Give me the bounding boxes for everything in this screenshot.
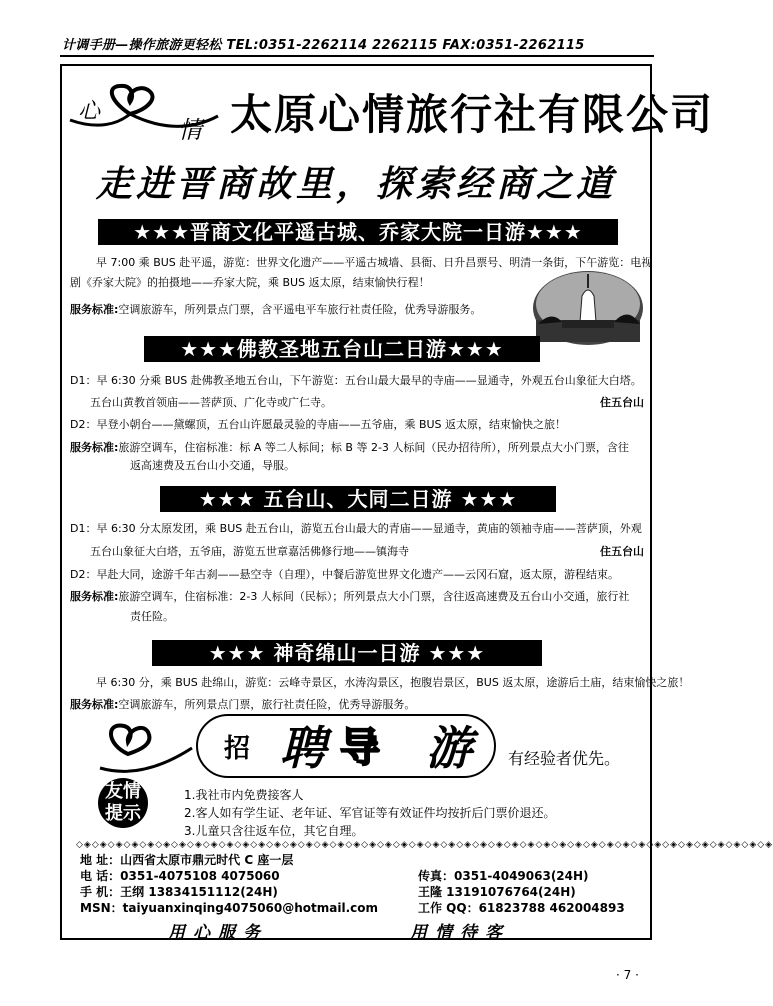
contact-address: 地 址：山西省太原市鼎元时代 C 座一层 — [80, 853, 294, 867]
tour3-standard — [70, 588, 629, 606]
tour4-standard — [70, 696, 415, 714]
logo-char-qing: 情 — [178, 116, 202, 144]
recruit-char-you: 游 — [426, 721, 472, 775]
tour3-standard-cont: 责任险。 — [130, 610, 174, 623]
tour2-banner: ★★★佛教圣地五台山二日游★★★ — [144, 336, 540, 362]
page-number: · 7 · — [616, 968, 639, 982]
notice-badge: 友情提示 — [98, 778, 148, 828]
motto-left: 用心服务 — [168, 923, 268, 943]
std-label: 服务标准: — [70, 441, 119, 454]
tour3-banner: ★★★ 五台山、大同二日游 ★★★ — [160, 486, 556, 512]
slogan: 走进晋商故里，探索经商之道 — [96, 163, 617, 205]
contact-qq: 工作 QQ：61823788 462004893 — [418, 901, 625, 915]
contact-mobile2: 王隆 13191076764(24H) — [418, 885, 576, 899]
std-text: 空调旅游车，所列景点门票，含平遥电平车旅行社责任险，优秀导游服务。 — [118, 303, 482, 316]
tour3-stay: 住五台山 — [600, 545, 644, 558]
notice-item: 1.我社市内免费接客人 — [184, 788, 304, 802]
heart-logo-icon — [68, 80, 228, 142]
tour2-line3: D2：早登小朝台——黛螺顶，五台山许愿最灵验的寺庙——五爷庙，乘 BUS 返太原，结束愉快之旅！ — [70, 418, 567, 431]
page-header: 计调手册—操作旅游更轻松 TEL:0351-2262114 2262115 FAX:0351-2262115 — [62, 38, 585, 53]
tour2-standard-cont: 返高速费及五台山小交通，导服。 — [130, 459, 295, 472]
contact-phone: 电 话：0351-4075108 4075060 — [80, 869, 280, 883]
std-label: 服务标准: — [70, 303, 119, 316]
dotted-divider: ◇◈◇◈◇◈◇◈◇◈◇◈◇◈◇◈◇◈◇◈◇◈◇◈◇◈◇◈◇◈◇◈◇◈◇◈◇◈◇◈◇◈◇◈◇◈◇◈◇◈◇◈◇◈◇◈◇◈◇◈◇◈◇◈◇◈◇◈◇◈◇◈◇◈◇◈◇◈◇◈◇◈◇◈◇◈◇◈ — [76, 840, 773, 850]
std-text: 空调旅游车，所列景点门票，旅行社责任险，优秀导游服务。 — [118, 698, 416, 711]
std-text: 旅游空调车，住宿标准：2-3 人标间（民标）；所列景点大小门票，含往返高速费及五台山小交通，旅行社 — [118, 590, 630, 603]
heart-swirl-icon — [98, 718, 194, 778]
tour2-line2: 五台山黄教首领庙——菩萨顶、广化寺或广仁寺。 — [90, 396, 332, 409]
contact-msn: MSN：taiyuanxinqing4075060@hotmail.com — [80, 901, 379, 915]
company-name: 太原心情旅行社有限公司 — [230, 90, 715, 139]
tour2-stay: 住五台山 — [600, 396, 644, 409]
temple-photo — [532, 270, 644, 346]
tour2-standard — [70, 439, 629, 457]
notice-item: 2.客人如有学生证、老年证、军官证等有效证件均按折后门票价退还。 — [184, 806, 556, 820]
tour3-line2: 五台山象征大白塔，五爷庙，游览五世章嘉活佛修行地——镇海寺 — [90, 545, 409, 558]
recruit-char-pin: 聘 — [280, 721, 326, 775]
std-label: 服务标准: — [70, 698, 119, 711]
std-label: 服务标准: — [70, 590, 119, 603]
tour2-line1: D1：早 6:30 分乘 BUS 赴佛教圣地五台山，下午游览：五台山最大最早的寺庙——显通寺，外观五台山象征大白塔。 — [70, 374, 642, 387]
recruit-note: 有经验者优先。 — [508, 749, 621, 768]
motto-right: 用情待客 — [410, 923, 510, 943]
tour4-line1: 早 6:30 分，乘 BUS 赴绵山，游览：云峰寺景区，水涛沟景区，抱腹岩景区，BUS 返太原，途游后土庙，结束愉快之旅！ — [96, 676, 690, 689]
recruit-char-zhao: 招 — [224, 734, 251, 764]
tour1-banner: ★★★晋商文化平遥古城、乔家大院一日游★★★ — [98, 219, 618, 245]
header-rule — [60, 55, 654, 57]
tour1-line2: 剧《乔家大院》的拍摄地——乔家大院，乘 BUS 返太原，结束愉快行程！ — [70, 276, 430, 289]
tour1-line1: 早 7:00 乘 BUS 赴平遥，游览：世界文化遗产——平遥古城墙、县衙、日升昌票号、明清一条街，下午游览：电视 — [96, 256, 653, 269]
contact-mobile: 手 机：王纲 13834151112(24H) — [80, 885, 278, 899]
logo-char-xin: 心 — [78, 99, 101, 124]
tour1-standard — [70, 301, 481, 319]
tour4-banner: ★★★ 神奇绵山一日游 ★★★ — [152, 640, 542, 666]
tour3-line1: D1：早 6:30 分太原发团，乘 BUS 赴五台山，游览五台山最大的青庙——显通寺，黄庙的领袖寺庙——菩萨顶，外观 — [70, 522, 642, 535]
recruit-char-dao: 导 — [340, 725, 382, 771]
notice-item: 3.儿童只含往返车位，其它自理。 — [184, 824, 364, 838]
std-text: 旅游空调车，住宿标准：标 A 等二人标间；标 B 等 2-3 人标间（民办招待所），所列景点大小门票，含往 — [118, 441, 629, 454]
contact-fax: 传真：0351-4049063(24H) — [418, 869, 589, 883]
tour3-line3: D2：早赴大同，途游千年古刹——悬空寺（自理），中餐后游览世界文化遗产——云冈石窟，返太原，游程结束。 — [70, 568, 619, 581]
